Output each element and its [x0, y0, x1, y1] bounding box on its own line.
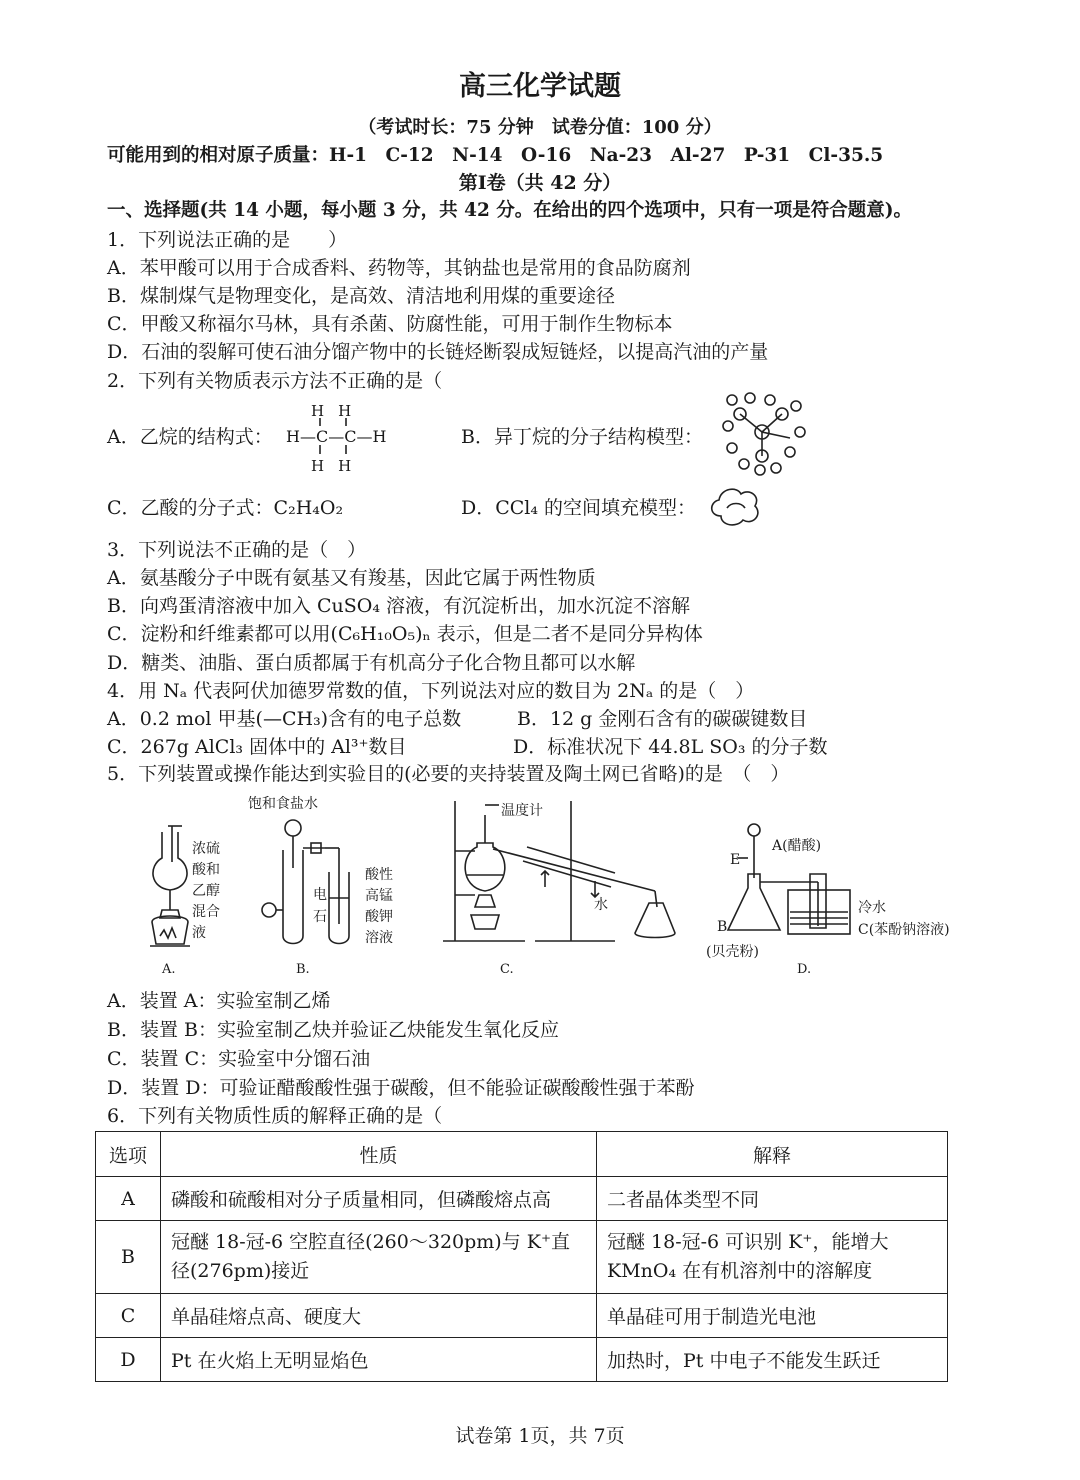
label-b4: 溶液	[365, 930, 393, 946]
label-b2: 高锰	[365, 888, 393, 904]
row-option: A	[96, 1177, 161, 1221]
q5-stem: 5．下列装置或操作能达到实验目的(必要的夹持装置及陶土网已省略)的是 （ ）	[107, 763, 790, 785]
label-d-b: B	[717, 919, 728, 935]
label-a1: 浓硫	[192, 841, 220, 857]
header-explanation: 解释	[597, 1132, 948, 1177]
q4-stem: 4．用 Nₐ 代表阿伏加德罗常数的值，下列说法对应的数目为 2Nₐ 的是（ ）	[107, 680, 755, 702]
table-row	[96, 1338, 948, 1382]
apparatus-d-acid-strength	[722, 818, 862, 943]
q5-option-a: A．装置 A：实验室制乙烯	[107, 990, 331, 1012]
q2-option-c: C．乙酸的分子式：C₂H₄O₂	[107, 497, 344, 519]
caption-c: C.	[500, 962, 514, 977]
page-footer: 试卷第 1页，共 7页	[455, 1425, 625, 1447]
q3-option-b: B．向鸡蛋清溶液中加入 CuSO₄ 溶液，有沉淀析出，加水沉淀不溶解	[107, 595, 691, 617]
q1-option-b: B．煤制煤气是物理变化，是高效、清洁地利用煤的重要途径	[107, 285, 615, 307]
header-property: 性质	[161, 1132, 597, 1177]
instructions: 一、选择题(共 14 小题，每小题 3 分，共 42 分。在给出的四个选项中，只有一项是符合题意)。	[107, 200, 913, 221]
label-d-shell: (贝壳粉)	[706, 944, 759, 960]
exam-info: （考试时长：75 分钟 试卷分值：100 分）	[358, 117, 722, 138]
atomic-masses: 可能用到的相对原子质量：H-1 C-12 N-14 O-16 Na-23 Al-27 P-31 Cl-35.5	[107, 145, 884, 166]
caption-d: D.	[797, 962, 812, 977]
apparatus-b-acetylene	[255, 812, 365, 952]
q6-stem: 6．下列有关物质性质的解释正确的是（	[107, 1105, 443, 1127]
q2-option-a: A．乙烷的结构式：	[107, 426, 273, 448]
q4-option-b: B．12 g 金刚石含有的碳碳键数目	[517, 708, 808, 730]
header-option: 选项	[96, 1132, 161, 1177]
row-option: B	[96, 1221, 161, 1294]
table-row	[96, 1294, 948, 1338]
row-property: 单晶硅熔点高、硬度大	[161, 1294, 597, 1338]
q2-option-d: D．CCl₄ 的空间填充模型：	[461, 497, 697, 519]
row-option: D	[96, 1338, 161, 1382]
label-d-c: C(苯酚钠溶液)	[858, 922, 950, 938]
caption-b: B.	[296, 962, 310, 977]
ethane-bonds	[0, 0, 1, 1]
q4-option-c: C．267g AlCl₃ 固体中的 Al³⁺数目	[107, 736, 407, 758]
q4-option-a: A．0.2 mol 甲基(—CH₃)含有的电子总数	[107, 708, 462, 730]
ethane-bottom-h: HH	[311, 457, 366, 475]
ethane-top-h: HH	[311, 402, 366, 420]
label-a5: 液	[192, 925, 206, 941]
label-b-stone1: 电	[313, 887, 327, 903]
section-heading: 第Ⅰ卷（共 42 分）	[458, 172, 622, 194]
row-explanation: 单晶硅可用于制造光电池	[597, 1294, 948, 1338]
q3-option-d: D．糖类、油脂、蛋白质都属于有机高分子化合物且都可以水解	[107, 652, 636, 674]
page-title: 高三化学试题	[459, 71, 621, 102]
ccl4-space-filling-model	[705, 484, 765, 530]
table-row	[96, 1221, 948, 1294]
q5-option-b: B．装置 B：实验室制乙炔并验证乙炔能发生氧化反应	[107, 1019, 559, 1041]
q3-option-c: C．淀粉和纤维素都可以用(C₆H₁₀O₅)ₙ 表示，但是二者不是同分异构体	[107, 623, 703, 645]
q6-table	[95, 1131, 948, 1382]
table-header-row	[96, 1132, 948, 1177]
label-a4: 混合	[192, 904, 220, 920]
label-c-water: 水	[594, 897, 608, 913]
q1-option-d: D．石油的裂解可使石油分馏产物中的长链烃断裂成短链烃，以提高汽油的产量	[107, 341, 769, 363]
row-explanation: 冠醚 18-冠-6 可识别 K⁺，能增大 KMnO₄ 在有机溶剂中的溶解度	[597, 1221, 948, 1294]
label-d-cold: 冷水	[858, 900, 886, 916]
q5-option-d: D．装置 D：可验证醋酸酸性强于碳酸，但不能验证碳酸酸性强于苯酚	[107, 1077, 695, 1099]
label-a3: 乙醇	[192, 883, 220, 899]
q3-stem: 3．下列说法不正确的是（ ）	[107, 539, 367, 561]
q1-stem: 1．下列说法正确的是 ）	[107, 229, 348, 251]
label-b3: 酸钾	[365, 909, 393, 925]
table-row	[96, 1177, 948, 1221]
label-b1: 酸性	[365, 867, 393, 883]
isobutane-ball-stick-model	[720, 392, 810, 477]
q5-option-c: C．装置 C：实验室中分馏石油	[107, 1048, 371, 1070]
q2-option-b: B．异丁烷的分子结构模型：	[461, 426, 703, 448]
ethane-formula: H—C—C—H	[286, 427, 387, 446]
q1-option-a: A．苯甲酸可以用于合成香料、药物等，其钠盐也是常用的食品防腐剂	[107, 257, 691, 279]
q2-stem: 2．下列有关物质表示方法不正确的是（	[107, 370, 443, 392]
label-d-a: A(醋酸)	[772, 838, 822, 854]
label-b-stone2: 石	[313, 909, 327, 925]
label-b-top: 饱和食盐水	[248, 796, 318, 812]
row-explanation: 二者晶体类型不同	[597, 1177, 948, 1221]
q3-option-a: A．氨基酸分子中既有氨基又有羧基，因此它属于两性物质	[107, 567, 596, 589]
apparatus-a-ethylene	[140, 818, 200, 953]
caption-a: A.	[162, 962, 176, 977]
row-property: Pt 在火焰上无明显焰色	[161, 1338, 597, 1382]
row-property: 磷酸和硫酸相对分子质量相同，但磷酸熔点高	[161, 1177, 597, 1221]
row-explanation: 加热时，Pt 中电子不能发生跃迁	[597, 1338, 948, 1382]
label-c-thermometer: 温度计	[501, 803, 543, 819]
apparatus-c-distillation	[435, 795, 690, 950]
label-d-e: E	[730, 852, 741, 868]
q1-option-c: C．甲酸又称福尔马林，具有杀菌、防腐性能，可用于制作生物标本	[107, 313, 673, 335]
label-a2: 酸和	[192, 862, 220, 878]
row-property: 冠醚 18-冠-6 空腔直径(260～320pm)与 K⁺直径(276pm)接近	[161, 1221, 597, 1294]
q4-option-d: D．标准状况下 44.8L SO₃ 的分子数	[513, 736, 828, 758]
row-option: C	[96, 1294, 161, 1338]
